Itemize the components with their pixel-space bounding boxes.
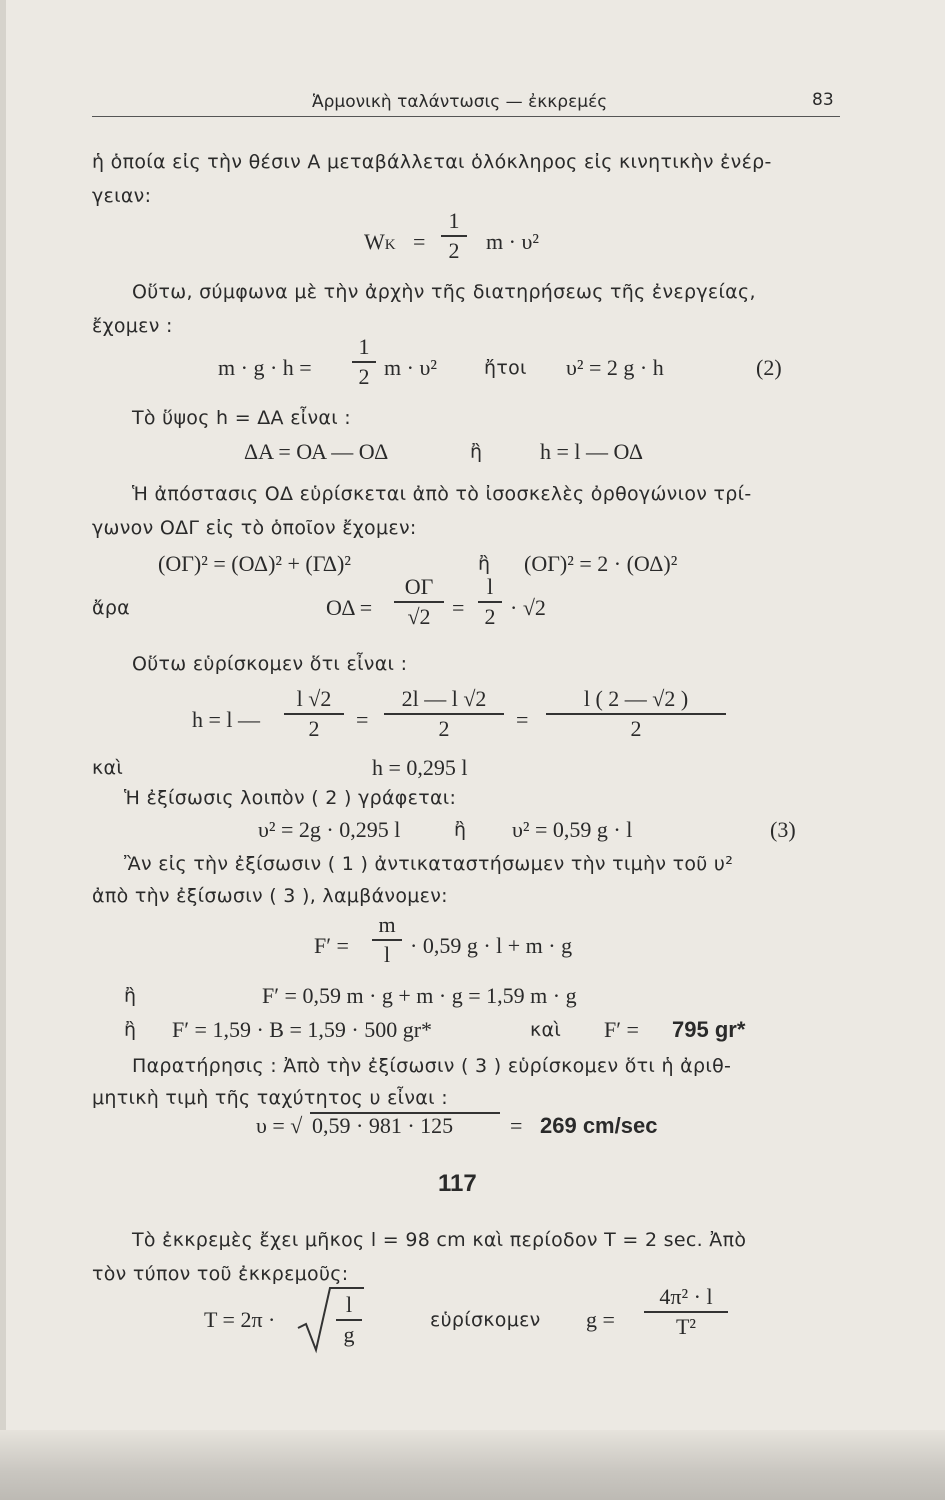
text-line: ἀπὸ τὴν ἐξίσωσιν ( 3 ), λαμβάνομεν:: [92, 885, 448, 907]
denominator: 2: [630, 715, 642, 741]
fraction: [384, 686, 504, 742]
equation-13-mid: εὑρίσκομεν: [430, 1309, 541, 1331]
fraction: [372, 912, 402, 968]
equation-3: ΔΑ = ΟΑ — ΟΔ: [244, 439, 389, 464]
denominator: l: [383, 941, 391, 967]
equation-wk-rhs: m · υ²: [486, 229, 539, 254]
equation-2-tag: (2): [756, 355, 782, 380]
text-line: Οὕτω, σύμφωνα μὲ τὴν ἀρχὴν τῆς διατηρήσεως τῆς ἐνεργείας,: [132, 281, 756, 303]
equation-4-or: ἢ: [478, 553, 491, 575]
equation-8-tag: (3): [770, 817, 796, 842]
denominator: 2: [438, 715, 450, 741]
equation-8-rhs: υ² = 0,59 g · l: [512, 817, 633, 842]
equation-8-or: ἢ: [454, 819, 467, 841]
page-bottom-shadow: [0, 1430, 945, 1500]
fraction: [394, 574, 444, 630]
numerator: m: [378, 912, 396, 937]
equation-12-radicand: 0,59 · 981 · 125: [312, 1113, 454, 1138]
numerator: 2l — l √2: [401, 686, 487, 711]
equation-10-or: ἢ: [124, 985, 137, 1007]
equation-3-rhs: h = l — ΟΔ: [540, 439, 644, 464]
equation-12-eq: =: [510, 1113, 523, 1138]
ara-label: ἄρα: [92, 597, 131, 619]
numerator: 4π² · l: [659, 1284, 713, 1309]
text-line: ἔχομεν :: [92, 315, 173, 337]
equation-13-lhs: T = 2π ·: [204, 1307, 276, 1332]
equation-4: (ΟΓ)² = (ΟΔ)² + (ΓΔ)²: [158, 551, 351, 576]
fraction-half: [352, 334, 376, 390]
numerator: l ( 2 — √2 ): [583, 686, 689, 711]
fraction: [336, 1292, 362, 1348]
text-line: Τὸ ὕψος h = ΔΑ εἶναι :: [132, 407, 351, 429]
equation-11-or: ἢ: [124, 1019, 137, 1041]
denominator: 2: [448, 237, 460, 263]
equation-wk-lhs: WK: [364, 229, 396, 254]
equation-8: υ² = 2g · 0,295 l: [258, 817, 401, 842]
equation-7: h = 0,295 l: [372, 755, 468, 780]
fraction: [478, 574, 502, 630]
fraction: [644, 1284, 728, 1340]
text-line: Ἡ ἐξίσωσις λοιπὸν ( 2 ) γράφεται:: [124, 787, 457, 809]
equation-10: F′ = 0,59 m · g + m · g = 1,59 m · g: [262, 983, 577, 1008]
text-line: μητικὴ τιμὴ τῆς ταχύτητος υ εἶναι :: [92, 1087, 448, 1109]
numerator: 1: [448, 208, 460, 233]
equation-13-g: g =: [586, 1307, 615, 1332]
denominator: g: [343, 1321, 355, 1347]
equation-11: F′ = 1,59 · B = 1,59 · 500 gr*: [172, 1017, 433, 1042]
page-number: 83: [812, 90, 834, 110]
numerator: 1: [358, 334, 370, 359]
equation-9-rhs: · 0,59 g · l + m · g: [410, 933, 573, 958]
equation-12-result: 269 cm/sec: [540, 1113, 658, 1138]
equation-eq: =: [413, 229, 426, 254]
text-line: Τὸ ἐκκρεμὲς ἔχει μῆκος l = 98 cm καὶ περίοδον T = 2 sec. Ἀπὸ: [132, 1229, 747, 1251]
text-line: Ἡ ἀπόστασις ΟΔ εὑρίσκεται ἀπὸ τὸ ἰσοσκελὲς ὀρθογώνιον τρί-: [132, 483, 752, 505]
equation-6-eq: =: [356, 707, 369, 732]
equation-11-rhs: F′ =: [604, 1017, 639, 1042]
equation-5-rhs: · √2: [510, 595, 546, 620]
equation-11-result: 795 gr*: [672, 1017, 746, 1042]
running-header: Ἁρμονικὴ ταλάντωσις — ἐκκρεμές: [312, 92, 608, 112]
equation-11-kai: καὶ: [530, 1019, 562, 1041]
header-rule: [92, 116, 840, 117]
numerator: l: [486, 574, 494, 599]
text-line: ἡ ὁποία εἰς τὴν θέσιν Α μεταβάλλεται ὁλόκληρος εἰς κινητικὴν ἐνέρ-: [92, 151, 772, 173]
text-line: γωνον ΟΔΓ εἰς τὸ ὁποῖον ἔχομεν:: [92, 517, 417, 539]
numerator: l: [345, 1292, 353, 1317]
equation-2-mid: m · υ²: [384, 355, 437, 380]
fraction-half: [441, 208, 467, 264]
equation-2-rhs: υ² = 2 g · h: [566, 355, 664, 380]
numerator: l √2: [296, 686, 332, 711]
equation-3-or: ἢ: [470, 441, 483, 463]
equation-9-lhs: F′ =: [314, 933, 349, 958]
text-line: Ἂν εἰς τὴν ἐξίσωσιν ( 1 ) ἀντικαταστήσωμεν τὴν τιμὴν τοῦ υ²: [124, 853, 734, 875]
equation-2-lhs: m · g · h =: [218, 355, 312, 380]
denominator: 2: [358, 363, 370, 389]
text-line: γειαν:: [92, 185, 152, 207]
equation-5-eq: =: [452, 595, 465, 620]
equation-5-lhs: ΟΔ =: [326, 595, 373, 620]
equation-12-lhs: υ = √: [256, 1113, 303, 1138]
fraction: [284, 686, 344, 742]
equation-6-eq: =: [516, 707, 529, 732]
equation-6-lhs: h = l —: [192, 707, 261, 732]
fraction: [546, 686, 726, 742]
denominator: 2: [484, 603, 496, 629]
denominator: √2: [407, 603, 431, 629]
page-gutter: [0, 0, 6, 1500]
equation-4-rhs: (ΟΓ)² = 2 · (ΟΔ)²: [524, 551, 678, 576]
text-line: Παρατήρησις : Ἀπὸ τὴν ἐξίσωσιν ( 3 ) εὑρίσκομεν ὅτι ἡ ἀριθ-: [132, 1055, 732, 1077]
problem-number: 117: [438, 1170, 477, 1197]
kai-label: καὶ: [92, 757, 124, 779]
denominator: 2: [308, 715, 320, 741]
text-line: Οὕτω εὑρίσκομεν ὅτι εἶναι :: [132, 653, 408, 675]
text-line: τὸν τύπον τοῦ ἐκκρεμοῦς:: [92, 1263, 349, 1285]
denominator: T²: [675, 1313, 697, 1339]
equation-2-itoi: ἤτοι: [484, 357, 527, 379]
numerator: ΟΓ: [404, 574, 434, 599]
